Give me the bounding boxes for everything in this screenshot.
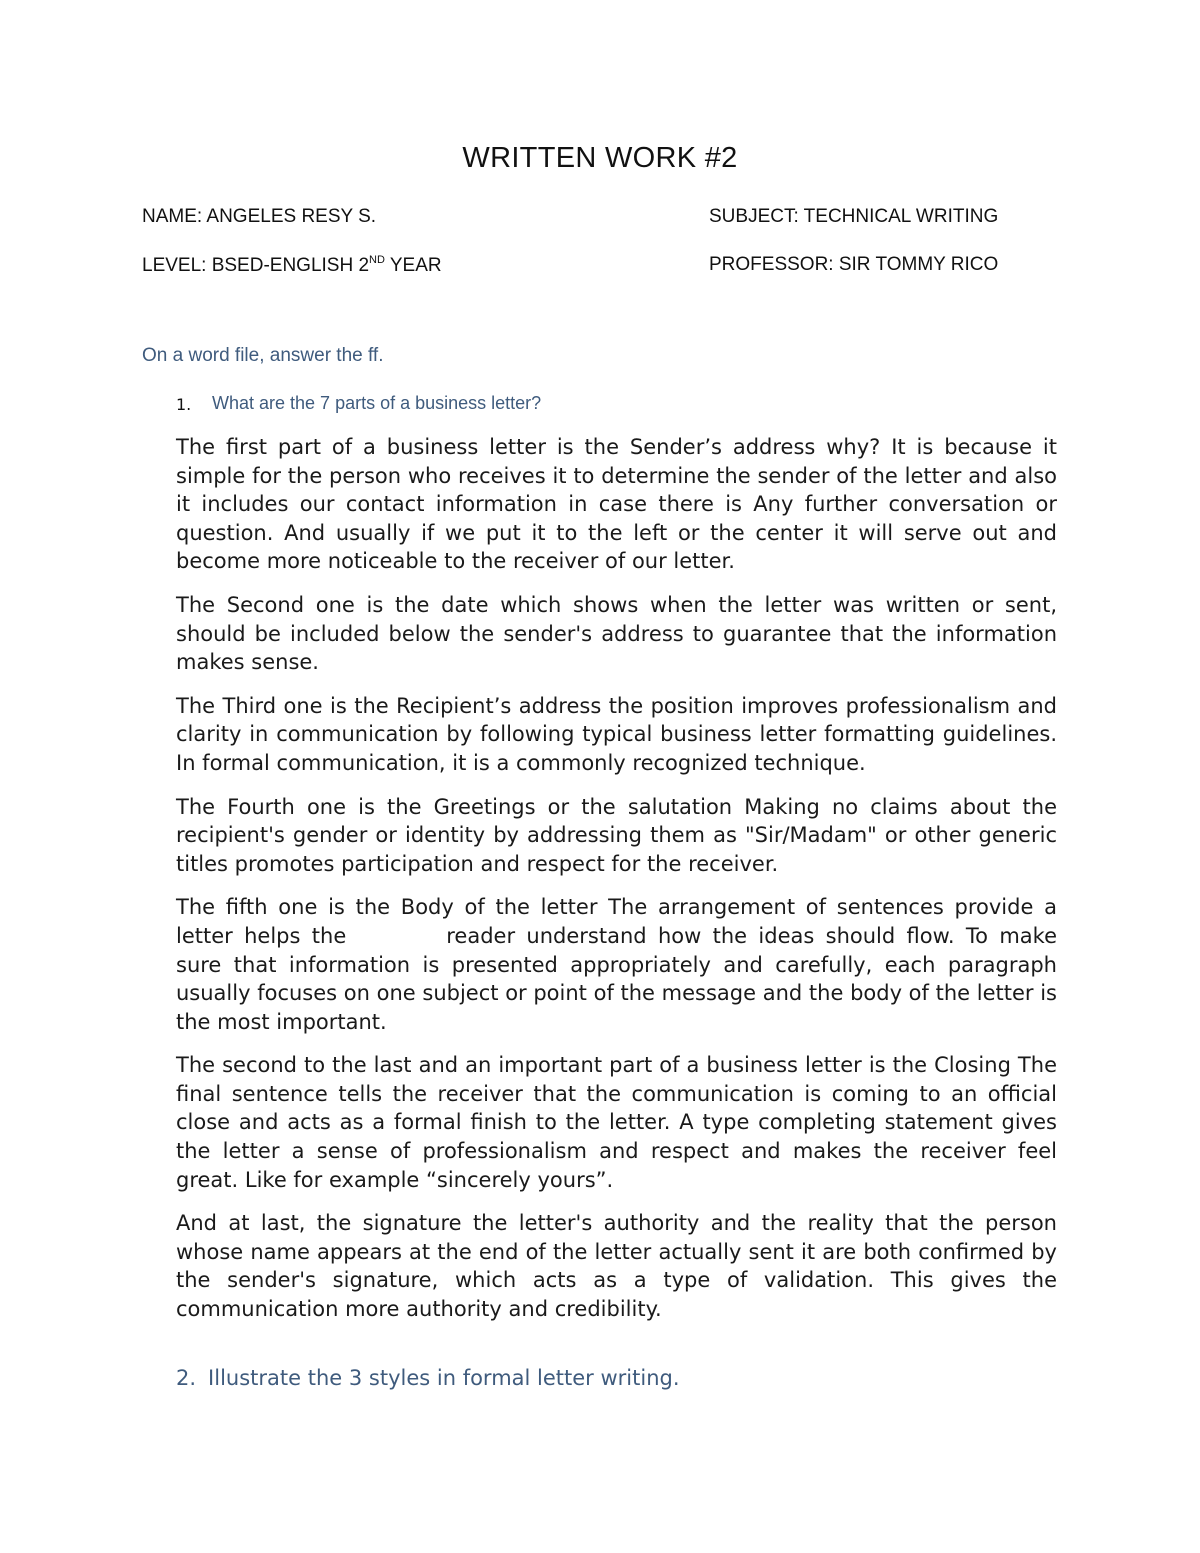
instruction-text: On a word file, answer the ff. (142, 345, 384, 366)
answer-paragraph-5 (176, 893, 1057, 1036)
answer-paragraph-2: The Second one is the date which shows when the letter was written or sent, should be included below the sender's address to guarantee that the information makes sense. (176, 592, 1057, 675)
answer-paragraph-7: And at last, the signature the letter's authority and the reality that the person whose name appears at the end of the letter actually sent it are both confirmed by the sender's signature, which acts as a type of validation. This gives the communication more authority and credibility. (176, 1211, 1057, 1322)
level-label (142, 254, 442, 277)
question-2 (176, 1366, 680, 1390)
professor-label: PROFESSOR: SIR TOMMY RICO (709, 254, 999, 275)
answer-body (176, 433, 1057, 1339)
level-suffix: YEAR (384, 255, 442, 276)
question-2-text: Illustrate the 3 styles in formal letter writing. (208, 1366, 680, 1390)
subject-label: SUBJECT: TECHNICAL WRITING (709, 206, 999, 227)
answer-paragraph-1: The first part of a business letter is the Sender’s address why? It is because it simple for the person who receives it to determine the sender of the letter and also it includes our contact information in case there is Any further conversation or question. And usually if we put it to the left or the center it will serve out and become more noticeable to the receiver of our letter. (176, 435, 1057, 574)
question-1-text: What are the 7 parts of a business letter? (212, 393, 542, 413)
level-text: LEVEL: BSED-ENGLISH 2 (142, 255, 370, 276)
question-2-number: 2. (176, 1366, 197, 1390)
document-title: WRITTEN WORK #2 (462, 142, 738, 174)
answer-paragraph-3: The Third one is the Recipient’s address the position improves professionalism and clarity in communication by following typical business letter formatting guidelines. In formal communication, it is a commonly recognized technique. (176, 693, 1057, 775)
answer-paragraph-6: The second to the last and an important part of a business letter is the Closing The final sentence tells the receiver that the communication is coming to an official close and acts as a formal finish to the letter. A type completing statement gives the letter a sense of professionalism and respect and makes the receiver feel great. Like for example “sincerely yours”. (176, 1053, 1057, 1192)
level-superscript: ND (369, 254, 385, 266)
answer-paragraph-4: The Fourth one is the Greetings or the salutation Making no claims about the recipient's gender or identity by addressing them as "Sir/Madam" or other generic titles promotes participation and respect for the receiver. (176, 794, 1057, 876)
answer-paragraph-5-part1: The fifth one is the Body of the letter The arrangement of sentences provide a letter helps the (176, 895, 1057, 948)
question-1-number: 1. (176, 395, 192, 414)
student-name: NAME: ANGELES RESY S. (142, 206, 377, 227)
answer-paragraph-5-part2: reader understand how the ideas should flow. To make sure that information is presented appropriately and carefully, each paragraph usually focuses on one subject or point of the message and the body of the letter is the most important. (176, 923, 1057, 1034)
